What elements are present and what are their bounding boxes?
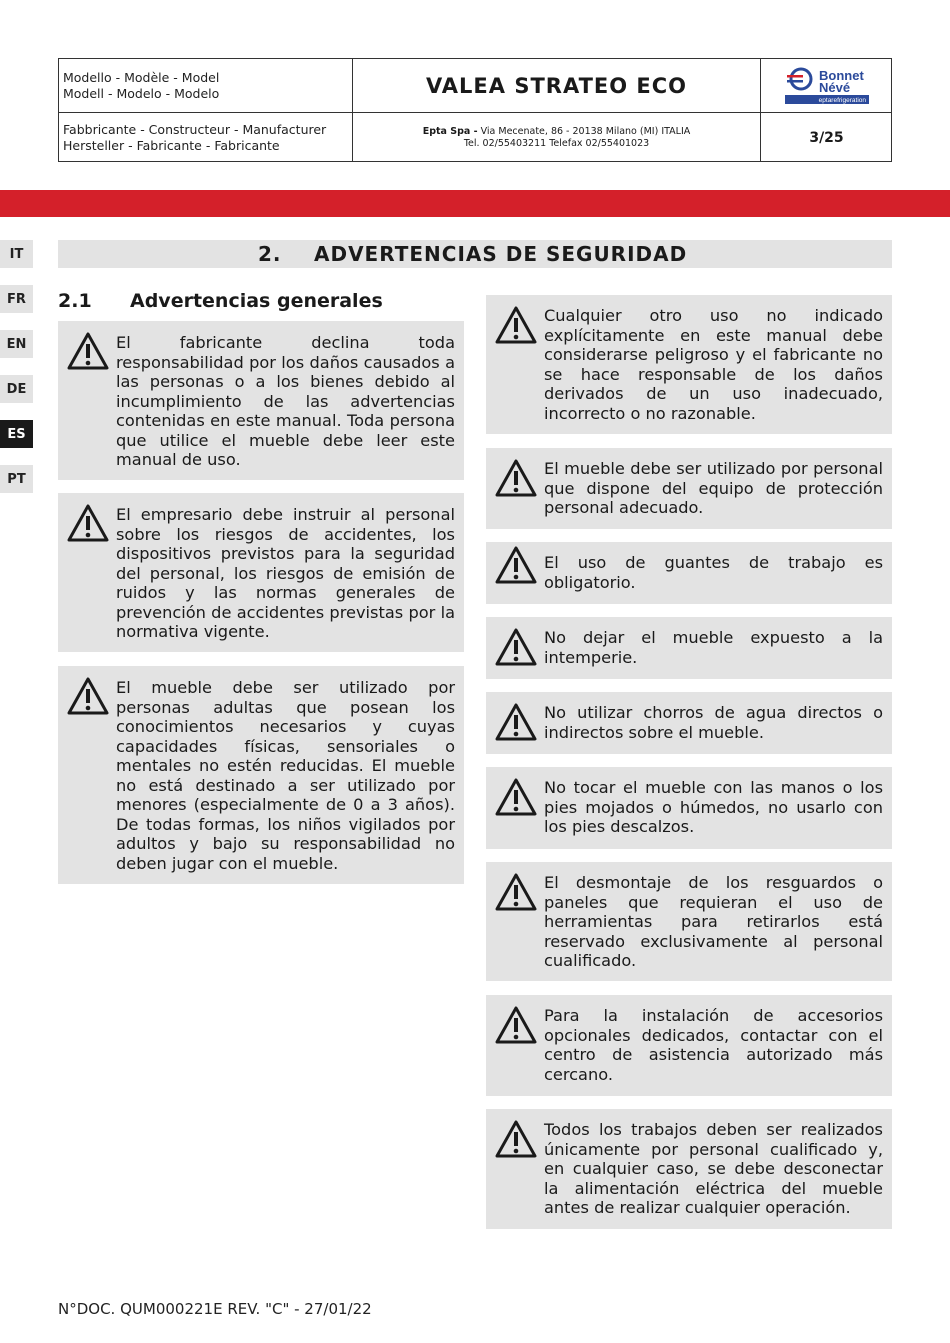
logo-text-line2: Névé — [819, 80, 851, 95]
warning-box — [486, 542, 892, 604]
logo-text-line1: Bonnet — [819, 68, 864, 83]
company-name: Epta Spa - — [422, 125, 478, 137]
warning-text: El mueble debe ser utilizado por personal que dispone del equipo de protección personal adecuado. — [544, 459, 883, 517]
model-value: VALEA STRATEO ECO — [425, 73, 688, 98]
warning-box — [486, 862, 892, 981]
warning-text: Cualquier otro uso no indicado explícitamente en este manual debe considerarse peligroso y el fabricante no se hace responsable de los daños derivados de un uso inadecuado, incorrecto o no razonable. — [544, 306, 883, 423]
warning-text: Todos los trabajos deben ser realizados únicamente por personal cualificado y, en cualquier caso, se debe desconectar la alimentación eléctrica del mueble antes de realizar cualquier operación. — [544, 1120, 883, 1217]
warning-triangle-icon — [494, 545, 538, 585]
warning-triangle-icon — [494, 702, 538, 742]
header-red-band — [0, 190, 950, 217]
warning-text: El mueble debe ser utilizado por personas adultas que posean los conocimientos necesarios y cuyas capacidades físicas, sensoriales o mentales no estén reducidas. El mueble no está destinado a ser utilizado por menores (especialmente de 0 a 3 años). De todas formas, los niños vigilados por adultos y bajo su responsabilidad no deben jugar con el mueble. — [116, 678, 455, 873]
section-number: 2. — [258, 242, 282, 266]
warning-box — [486, 617, 892, 679]
warning-box — [486, 295, 892, 434]
document-reference: N°DOC. QUM000221E REV. "C" - 27/01/22 — [58, 1300, 372, 1318]
warning-triangle-icon — [66, 503, 110, 543]
lang-tab-it[interactable]: IT — [0, 240, 33, 268]
warning-box — [58, 666, 464, 884]
warning-text: El uso de guantes de trabajo es obligatorio. — [544, 553, 883, 592]
warning-triangle-icon — [494, 305, 538, 345]
warning-box — [486, 995, 892, 1096]
warning-text: No tocar el mueble con las manos o los pies mojados o húmedos, no usarlo con los pies descalzos. — [544, 778, 883, 836]
warning-triangle-icon — [66, 331, 110, 371]
warning-triangle-icon — [494, 777, 538, 817]
lang-tab-fr[interactable]: FR — [0, 285, 33, 313]
lang-tab-es[interactable]: ES — [0, 420, 33, 448]
model-label: Modello - Modèle - Model Modell - Modelo - Modelo — [63, 70, 220, 101]
subsection-title — [58, 290, 383, 312]
manufacturer-value — [353, 113, 760, 162]
warning-text: Para la instalación de accesorios opcionales dedicados, contactar con el centro de asistencia autorizado más cercano. — [544, 1006, 883, 1084]
warning-triangle-icon — [66, 676, 110, 716]
lang-tab-en[interactable]: EN — [0, 330, 33, 358]
company-address-line — [423, 126, 691, 138]
section-title — [58, 240, 892, 268]
header-table — [58, 58, 892, 162]
lang-tab-de[interactable]: DE — [0, 375, 33, 403]
warning-text: El empresario debe instruir al personal sobre los riesgos de accidentes, los dispositivos previstos para la seguridad del personal, los riesgos de emisión de ruidos y las normas generales de prevención de accidentes previstas por la normativa vigente. — [116, 505, 455, 641]
lang-tab-pt[interactable]: PT — [0, 465, 33, 493]
warning-box — [58, 493, 464, 652]
warning-box — [486, 767, 892, 849]
warning-box — [486, 448, 892, 529]
company-phone: Tel. 02/55403211 Telefax 02/55401023 — [463, 137, 650, 149]
logo-tagline: eptarefrigeration — [818, 97, 866, 104]
manufacturer-label: Fabbricante - Constructeur - Manufacturer Hersteller - Fabricante - Fabricante — [63, 122, 327, 153]
subsection-number: 2.1 — [58, 290, 92, 312]
warning-text: No dejar el mueble expuesto a la intemperie. — [544, 628, 883, 667]
warning-triangle-icon — [494, 1005, 538, 1045]
warning-triangle-icon — [494, 627, 538, 667]
warning-box — [58, 321, 464, 480]
page-number: 3/25 — [809, 129, 844, 146]
warning-triangle-icon — [494, 872, 538, 912]
warning-text: El fabricante declina toda responsabilidad por los daños causados a las personas o a los bienes debido al incumplimiento de las advertencias contenidas en este manual. Toda persona que utilice el mueble debe leer este manual de uso. — [116, 333, 455, 469]
warning-text: El desmontaje de los resguardos o paneles que requieran el uso de herramientas para retirarlos está reservado exclusivamente al personal cualificado. — [544, 873, 883, 970]
warning-triangle-icon — [494, 1119, 538, 1159]
section-heading: ADVERTENCIAS DE SEGURIDAD — [314, 242, 688, 266]
warning-box — [486, 692, 892, 754]
warning-triangle-icon — [494, 458, 538, 498]
bonnet-neve-logo — [761, 59, 892, 112]
warning-text: No utilizar chorros de agua directos o indirectos sobre el mueble. — [544, 703, 883, 742]
warning-box — [486, 1109, 892, 1229]
company-address: Via Mecenate, 86 - 20138 Milano (MI) ITALIA — [480, 125, 691, 137]
subsection-heading: Advertencias generales — [130, 290, 383, 312]
logo-graphic — [761, 59, 892, 112]
